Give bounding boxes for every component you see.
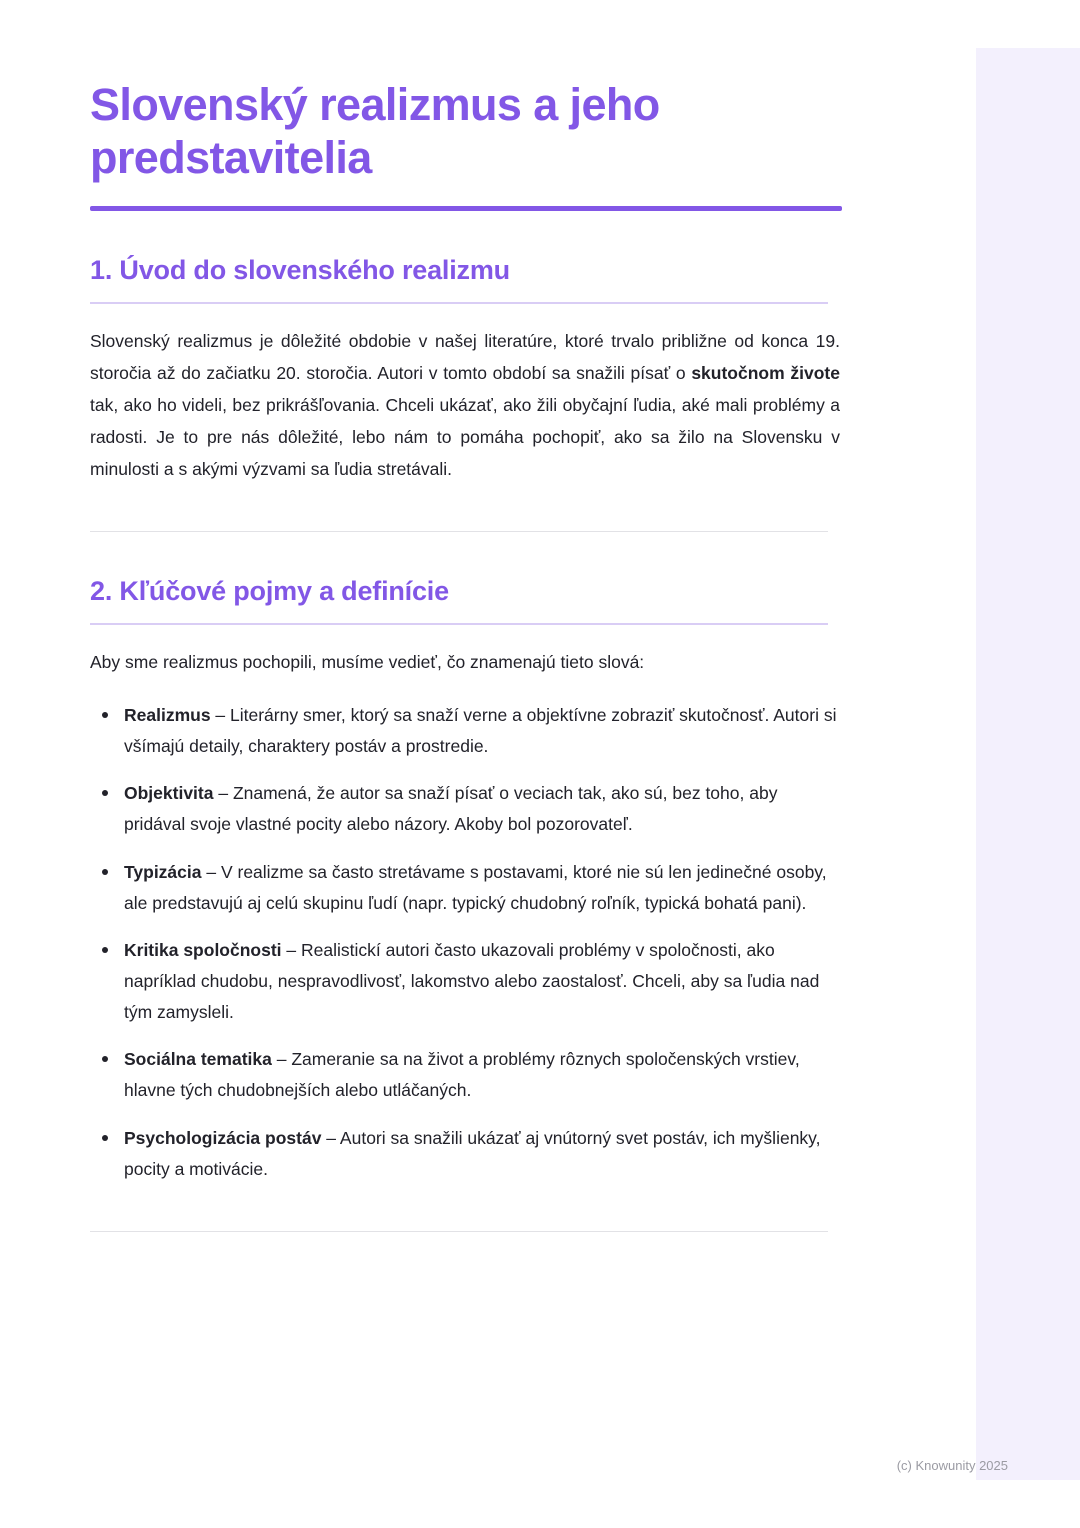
term-name: Realizmus <box>124 705 211 726</box>
term-name: Psychologizácia postáv <box>124 1127 322 1148</box>
list-item <box>90 778 840 840</box>
term-name: Sociálna tematika <box>124 1049 272 1070</box>
section-1-paragraph <box>90 326 840 485</box>
list-item <box>90 1044 840 1106</box>
list-item <box>90 1123 840 1185</box>
decorative-side-band-edge <box>970 48 976 1480</box>
list-item <box>90 857 840 919</box>
footer-copyright: (c) Knowunity 2025 <box>896 1458 1008 1473</box>
list-item <box>90 700 840 762</box>
page-title: Slovenský realizmus a jeho predstavitelia <box>90 79 660 184</box>
term-definition: – Zameranie sa na život a problémy rôznych spoločenských vrstiev, hlavne tých chudobnejších alebo utláčaných. <box>124 1049 800 1101</box>
section-separator-2 <box>90 1231 828 1232</box>
title-divider <box>90 206 842 211</box>
section-2-lead: Aby sme realizmus pochopili, musíme vedieť, čo znamenajú tieto slová: <box>90 652 645 673</box>
section-separator-1 <box>90 531 828 532</box>
section-heading-1: 1. Úvod do slovenského realizmu <box>90 255 510 286</box>
section-heading-2: 2. Kľúčové pojmy a definície <box>90 576 449 607</box>
decorative-side-band <box>976 48 1080 1480</box>
section-divider-1 <box>90 302 828 304</box>
document-content <box>90 78 840 1232</box>
term-definition: – Autori sa snažili ukázať aj vnútorný svet postáv, ich myšlienky, pocity a motivácie. <box>124 1127 821 1179</box>
paragraph-text-after: tak, ako ho videli, bez prikrášľovania. Chceli ukázať, ako žili obyčajní ľudia, aké mali problémy a radosti. Je to pre nás dôležité, lebo nám to pomáha pochopiť, ako sa žilo na Slovensku v minulosti a s akými výzvami sa ľudia stretávali. <box>90 394 840 479</box>
term-name: Kritika spoločnosti <box>124 939 282 960</box>
term-definition: – Znamená, že autor sa snaží písať o veciach tak, ako sú, bez toho, aby pridával svoje vlastné pocity alebo názory. Akoby bol pozorovateľ. <box>124 783 778 835</box>
list-item <box>90 935 840 1028</box>
term-name: Objektivita <box>124 783 214 804</box>
paragraph-text-before: Slovenský realizmus je dôležité obdobie v našej literatúre, ktoré trvalo približne od konca 19. storočia až do začiatku 20. storočia. Autori v tomto období sa snažili písať o <box>90 331 840 384</box>
section-divider-2 <box>90 623 828 625</box>
term-definition: – Literárny smer, ktorý sa snaží verne a objektívne zobraziť skutočnosť. Autori si všímajú detaily, charaktery postáv a prostredie. <box>124 705 837 757</box>
term-definition: – Realistickí autori často ukazovali problémy v spoločnosti, ako napríklad chudobu, nespravodlivosť, lakomstvo alebo zaostalosť. Chceli, aby sa ľudia nad tým zamysleli. <box>124 939 820 1023</box>
term-definition: – V realizme sa často stretávame s postavami, ktoré nie sú len jedinečné osoby, ale predstavujú aj celú skupinu ľudí (napr. typický chudobný roľník, typická bohatá pani). <box>124 861 827 913</box>
paragraph-emphasis: skutočnom živote <box>691 363 840 384</box>
term-name: Typizácia <box>124 861 202 882</box>
terms-list <box>90 700 840 1185</box>
